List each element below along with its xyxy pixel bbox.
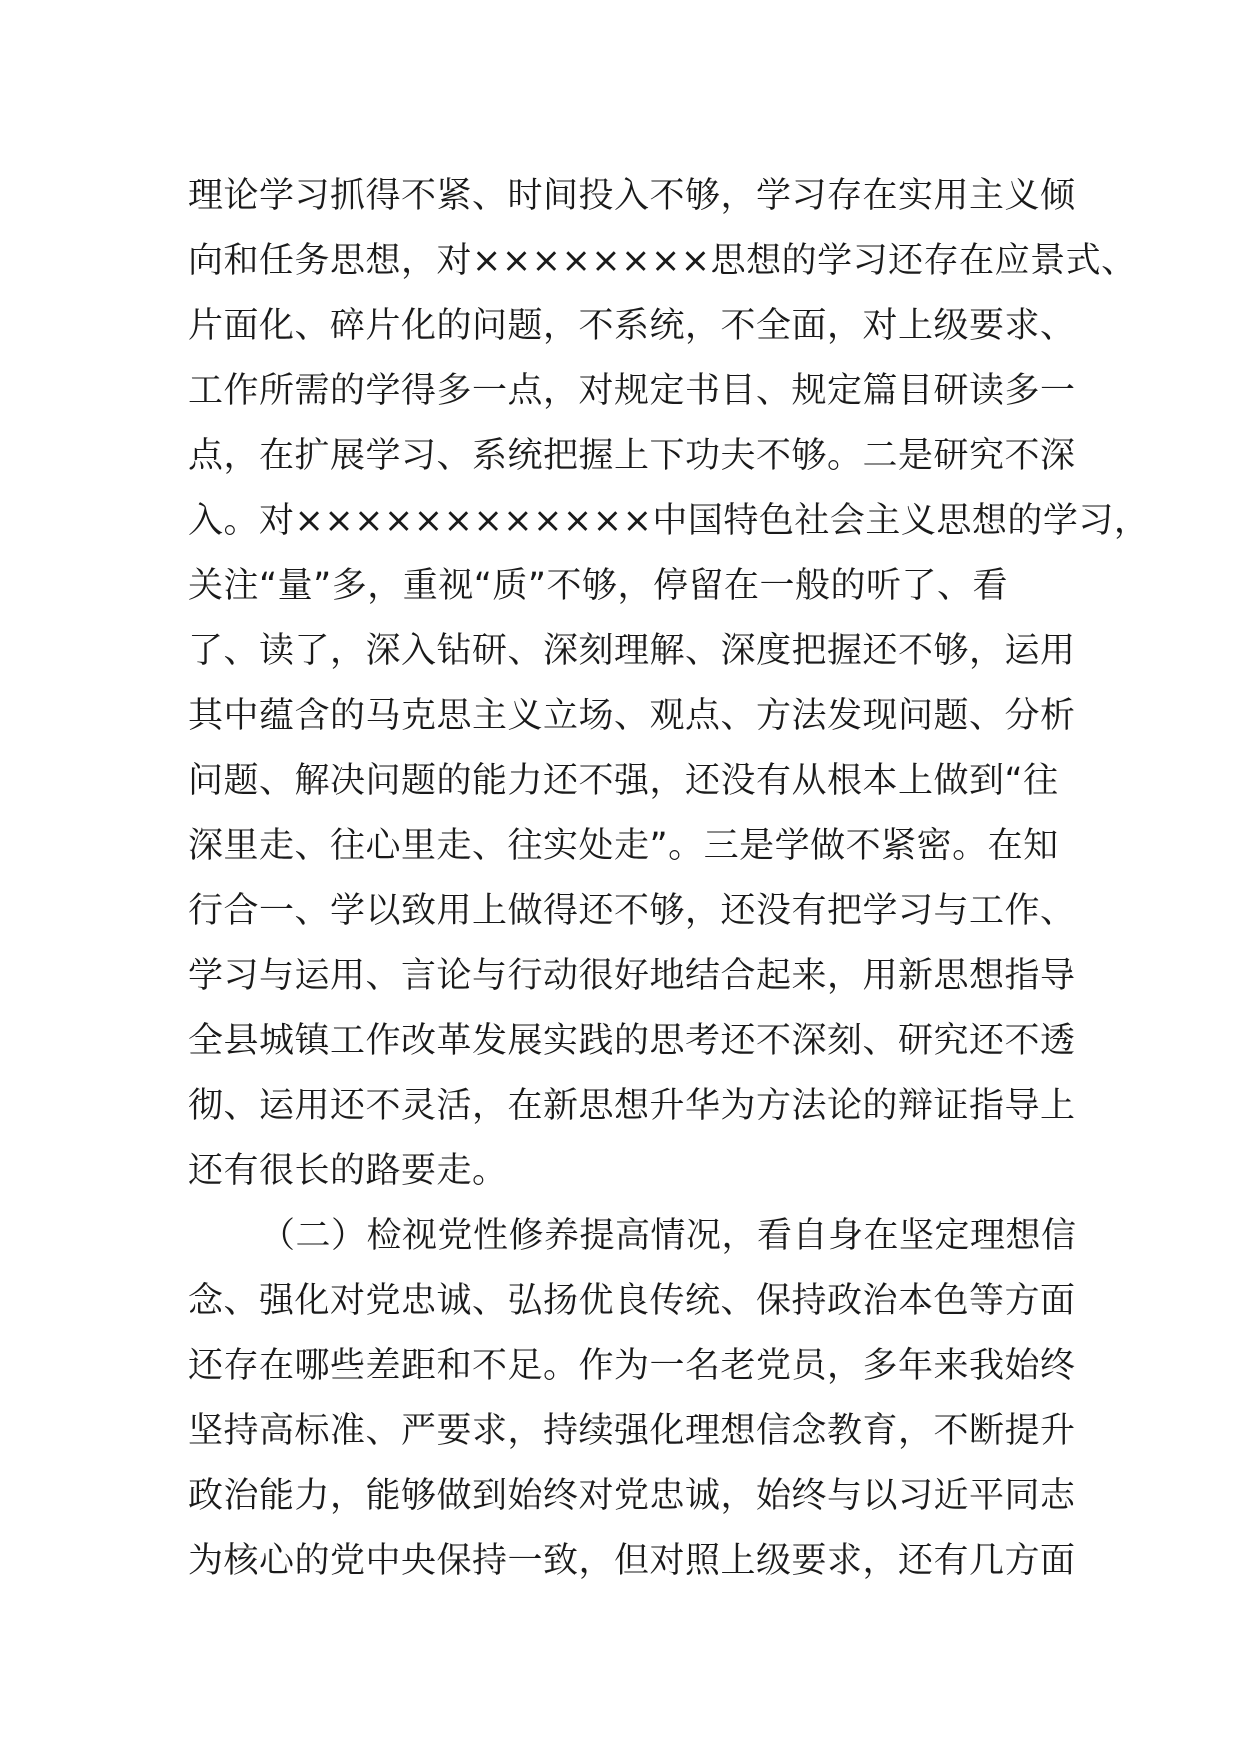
text-line: 理论学习抓得不紧、时间投入不够，学习存在实用主义倾 xyxy=(188,176,1076,216)
text-line: 入。对××××××××××××中国特色社会主义思想的学习， xyxy=(188,501,1150,541)
text-line: 关注“量”多，重视“质”不够，停留在一般的听了、看 xyxy=(188,566,1009,606)
text-line: 向和任务思想，对××××××××思想的学习还存在应景式、 xyxy=(188,241,1137,281)
text-line: 点，在扩展学习、系统把握上下功夫不够。二是研究不深 xyxy=(188,436,1076,476)
text-line: 坚持高标准、严要求，持续强化理想信念教育，不断提升 xyxy=(188,1411,1076,1451)
text-line: 深里走、往心里走、往实处走”。三是学做不紧密。在知 xyxy=(188,826,1059,866)
text-line: 片面化、碎片化的问题，不系统，不全面，对上级要求、 xyxy=(188,306,1076,346)
text-line: 政治能力，能够做到始终对党忠诚，始终与以习近平同志 xyxy=(188,1476,1076,1516)
text-line: 彻、运用还不灵活，在新思想升华为方法论的辩证指导上 xyxy=(188,1086,1076,1126)
text-line: 行合一、学以致用上做得还不够，还没有把学习与工作、 xyxy=(188,891,1076,931)
text-line: 了、读了，深入钻研、深刻理解、深度把握还不够，运用 xyxy=(188,631,1076,671)
text-line: 还存在哪些差距和不足。作为一名老党员，多年来我始终 xyxy=(188,1346,1076,1386)
body-text xyxy=(188,164,1150,1594)
text-line: 全县城镇工作改革发展实践的思考还不深刻、研究还不透 xyxy=(188,1021,1076,1061)
text-line: 问题、解决问题的能力还不强，还没有从根本上做到“往 xyxy=(188,761,1059,801)
section-heading-line: （二）检视党性修养提高情况，看自身在坚定理想信 xyxy=(260,1216,1077,1256)
text-line: 其中蕴含的马克思主义立场、观点、方法发现问题、分析 xyxy=(188,696,1076,736)
text-line: 为核心的党中央保持一致，但对照上级要求，还有几方面 xyxy=(188,1541,1076,1581)
text-line: 还有很长的路要走。 xyxy=(188,1151,508,1191)
text-line: 学习与运用、言论与行动很好地结合起来，用新思想指导 xyxy=(188,956,1076,996)
text-line: 工作所需的学得多一点，对规定书目、规定篇目研读多一 xyxy=(188,371,1076,411)
text-line: 念、强化对党忠诚、弘扬优良传统、保持政治本色等方面 xyxy=(188,1281,1076,1321)
